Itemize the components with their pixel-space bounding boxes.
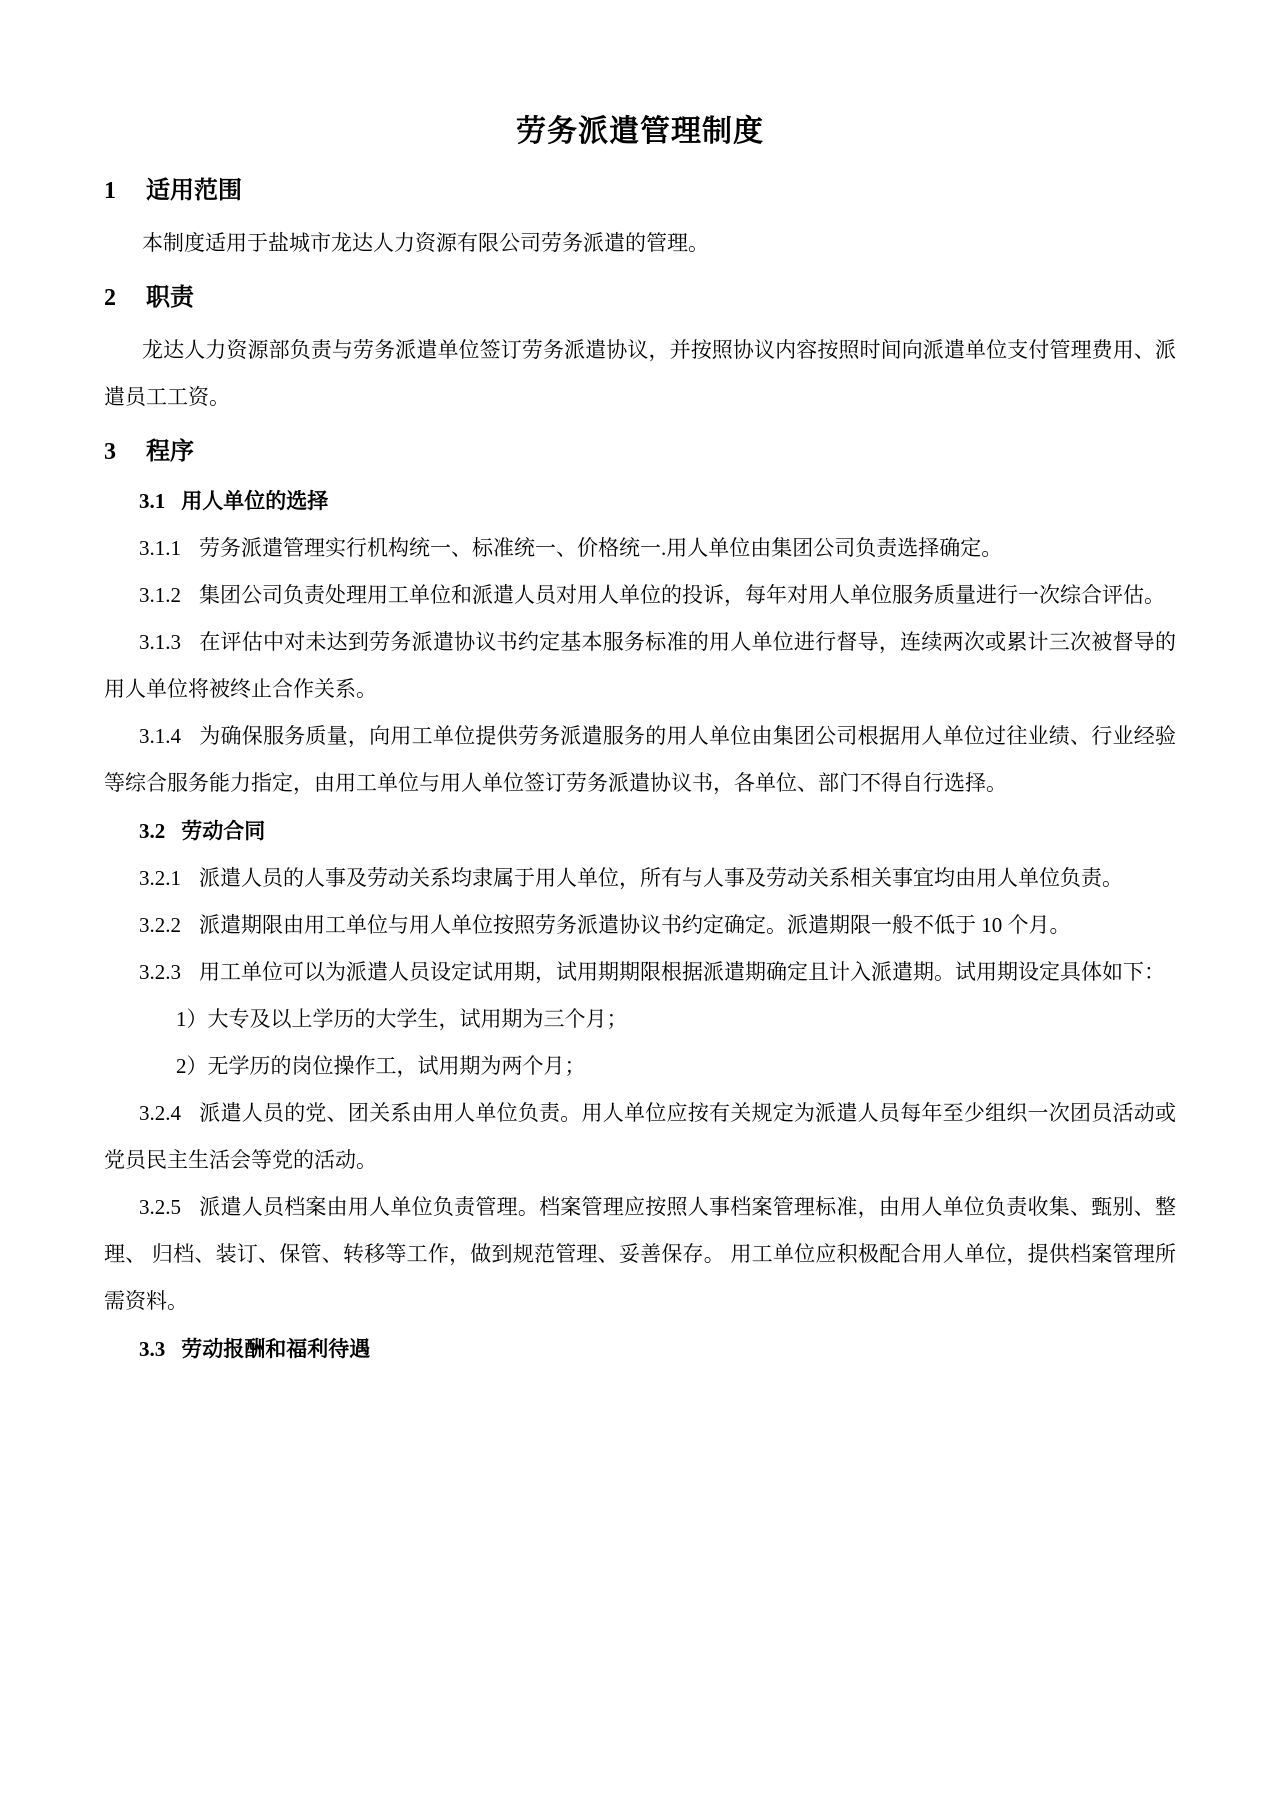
item-3-2-3-text: 用工单位可以为派遣人员设定试用期，试用期期限根据派遣期确定且计入派遣期。试用期设定具体如下： [199, 960, 1165, 984]
item-3-2-4-number: 3.2.4 [139, 1101, 181, 1125]
item-3-2-2-text: 派遣期限由用工单位与用人单位按照劳务派遣协议书约定确定。派遣期限一般不低于 10 个月。 [199, 913, 1071, 937]
subsection-3-2 [104, 811, 1176, 1325]
item-3-2-5-text: 派遣人员档案由用人单位负责管理。档案管理应按照人事档案管理标准，由用人单位负责收集、甄别、整理、 归档、装订、保管、转移等工作，做到规范管理、妥善保存。 用工单位应积极配合用人单位，提供档案管理所需资料。 [104, 1195, 1176, 1313]
item-3-1-3 [104, 619, 1176, 713]
item-3-2-5 [104, 1184, 1176, 1325]
item-3-2-1-number: 3.2.1 [139, 866, 181, 890]
item-3-2-2 [104, 902, 1176, 949]
subsection-3-3-heading-text: 劳动报酬和福利待遇 [181, 1337, 371, 1361]
item-3-1-1-text: 劳务派遣管理实行机构统一、标准统一、价格统一.用人单位由集团公司负责选择确定。 [199, 536, 1003, 560]
item-3-2-1 [104, 855, 1176, 902]
subsection-3-3-heading [104, 1329, 1176, 1369]
item-3-2-3-number: 3.2.3 [139, 960, 181, 984]
subsection-3-1 [104, 481, 1176, 807]
item-3-2-5-number: 3.2.5 [139, 1195, 181, 1219]
item-3-1-1-number: 3.1.1 [139, 536, 181, 560]
section-2 [104, 281, 1176, 421]
subsection-3-1-number: 3.1 [139, 489, 166, 513]
item-3-1-4 [104, 713, 1176, 807]
item-3-1-2-text: 集团公司负责处理用工单位和派遣人员对用人单位的投诉，每年对用人单位服务质量进行一次综合评估。 [199, 583, 1165, 607]
item-3-1-1 [104, 525, 1176, 572]
subsection-3-2-number: 3.2 [139, 819, 166, 843]
subsection-3-1-heading-text: 用人单位的选择 [181, 489, 329, 513]
item-3-1-2-number: 3.1.2 [139, 583, 181, 607]
section-1 [104, 174, 1176, 267]
section-1-heading [104, 174, 1176, 208]
section-3-heading-text: 程序 [146, 439, 194, 465]
item-3-1-3-number: 3.1.3 [139, 630, 181, 654]
section-3-heading [104, 435, 1176, 469]
item-3-1-3-text: 在评估中对未达到劳务派遣协议书约定基本服务标准的用人单位进行督导，连续两次或累计三次被督导的用人单位将被终止合作关系。 [104, 630, 1176, 701]
section-1-heading-text: 适用范围 [146, 178, 242, 204]
item-3-2-1-text: 派遣人员的人事及劳动关系均隶属于用人单位，所有与人事及劳动关系相关事宜均由用人单位负责。 [199, 866, 1123, 890]
item-3-2-4-text: 派遣人员的党、团关系由用人单位负责。用人单位应按有关规定为派遣人员每年至少组织一次团员活动或党员民主生活会等党的活动。 [104, 1101, 1176, 1172]
section-3 [104, 435, 1176, 1369]
item-3-2-3-sublist-1: 1）大专及以上学历的大学生，试用期为三个月； [176, 1007, 628, 1031]
section-1-paragraph: 本制度适用于盐城市龙达人力资源有限公司劳务派遣的管理。 [142, 231, 709, 255]
section-2-heading [104, 281, 1176, 315]
subsection-3-1-heading [104, 481, 1176, 521]
subsection-3-2-heading-text: 劳动合同 [181, 819, 266, 843]
item-3-2-3-sublist-2: 2）无学历的岗位操作工，试用期为两个月； [176, 1054, 586, 1078]
section-2-paragraph: 龙达人力资源部负责与劳务派遣单位签订劳务派遣协议，并按照协议内容按照时间向派遣单位支付管理费用、派遣员工工资。 [104, 338, 1176, 409]
subsection-3-3 [104, 1329, 1176, 1369]
item-3-2-4 [104, 1090, 1176, 1184]
item-3-1-2 [104, 572, 1176, 619]
section-3-number: 3 [104, 439, 116, 465]
subsection-3-3-number: 3.3 [139, 1337, 166, 1361]
item-3-1-4-number: 3.1.4 [139, 724, 181, 748]
section-1-number: 1 [104, 178, 116, 204]
subsection-3-2-heading [104, 811, 1176, 851]
item-3-2-2-number: 3.2.2 [139, 913, 181, 937]
section-2-heading-text: 职责 [146, 285, 194, 311]
item-3-1-4-text: 为确保服务质量，向用工单位提供劳务派遣服务的用人单位由集团公司根据用人单位过往业绩、行业经验等综合服务能力指定，由用工单位与用人单位签订劳务派遣协议书，各单位、部门不得自行选择。 [104, 724, 1176, 795]
item-3-2-3 [104, 949, 1176, 996]
section-2-number: 2 [104, 285, 116, 311]
document-title: 劳务派遣管理制度 [516, 115, 764, 148]
